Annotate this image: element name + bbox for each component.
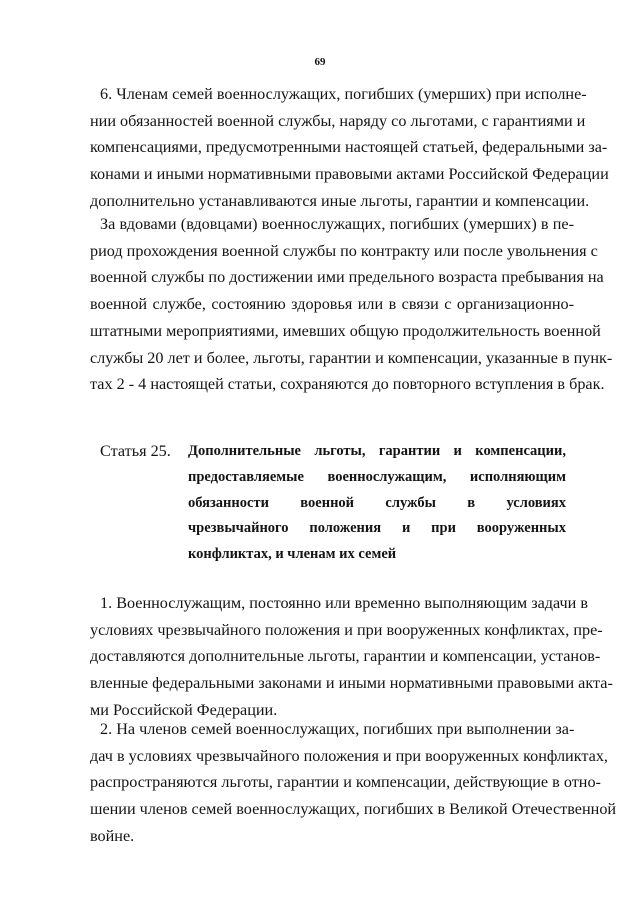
text-line: тах 2 - 4 настоящей статьи, сохраняются до повторного вступления в брак. [90, 375, 605, 394]
text-line: штатными мероприятиями, имевших общую продолжительность военной [90, 321, 601, 340]
text-line: компенсациями, предусмотренными настоящей статьей, федеральными за- [90, 138, 608, 157]
text-line: конами и иными нормативными правовыми актами Российской Федерации [90, 165, 609, 184]
text-line: дополнительно устанавливаются иные льготы, гарантии и компенсации. [90, 191, 590, 210]
article-title-line: обязанности военной службы в условиях [188, 494, 566, 511]
article-label: Статья 25. [100, 442, 171, 460]
text-line: условиях чрезвычайного положения и при вооруженных конфликтах, пре- [90, 620, 603, 639]
text-line: военной службы по достижении ими предельного возраста пребывания на [90, 268, 604, 287]
article-title-line: Дополнительные льготы, гарантии и компенсации, [188, 443, 566, 459]
text-line: За вдовами (вдовцами) военнослужащих, погибших (умерших) в пе- [100, 215, 574, 233]
text-line: вленные федеральными законами и иными нормативными правовыми акта- [90, 674, 613, 693]
text-line: 1. Военнослужащим, постоянно или временно выполняющим задачи в [100, 594, 589, 612]
article-title [188, 439, 566, 568]
text-line: распространяются льготы, гарантии и компенсации, действующие в отно- [90, 773, 601, 792]
text-line: службы 20 лет и более, льготы, гарантии и компенсации, указанные в пунк- [90, 348, 613, 367]
text-line: дач в условиях чрезвычайного положения и при вооруженных конфликтах, [90, 746, 608, 765]
text-line: нии обязанностей военной службы, наряду со льготами, с гарантиями и [90, 111, 586, 130]
article-title-line: чрезвычайного положения и при вооруженных [188, 520, 566, 537]
text-line: доставляются дополнительные льготы, гарантии и компенсации, установ- [90, 647, 601, 666]
text-line: военной службе, состоянию здоровья или в связи с организационно- [90, 295, 574, 314]
paragraph-widows [90, 211, 613, 398]
article-title-line: предоставляемые военнослужащим, исполняющим [188, 468, 566, 485]
text-line: ми Российской Федерации. [90, 700, 278, 719]
page-number: 69 [314, 56, 326, 68]
article-title-line: конфликтах, и членам их семей [188, 546, 397, 563]
article-paragraph-1 [90, 590, 613, 724]
paragraph-6 [90, 81, 609, 215]
text-line: войне. [90, 826, 135, 845]
text-line: 6. Членам семей военнослужащих, погибших (умерших) при исполне- [100, 85, 587, 103]
text-line: 2. На членов семей военнослужащих, погибших при выполнении за- [100, 720, 575, 738]
text-line: шении членов семей военнослужащих, погибших в Великой Отечественной [90, 800, 617, 819]
text-line: риод прохождения военной службы по контракту или после увольнения с [90, 241, 598, 260]
article-paragraph-2 [90, 716, 617, 850]
